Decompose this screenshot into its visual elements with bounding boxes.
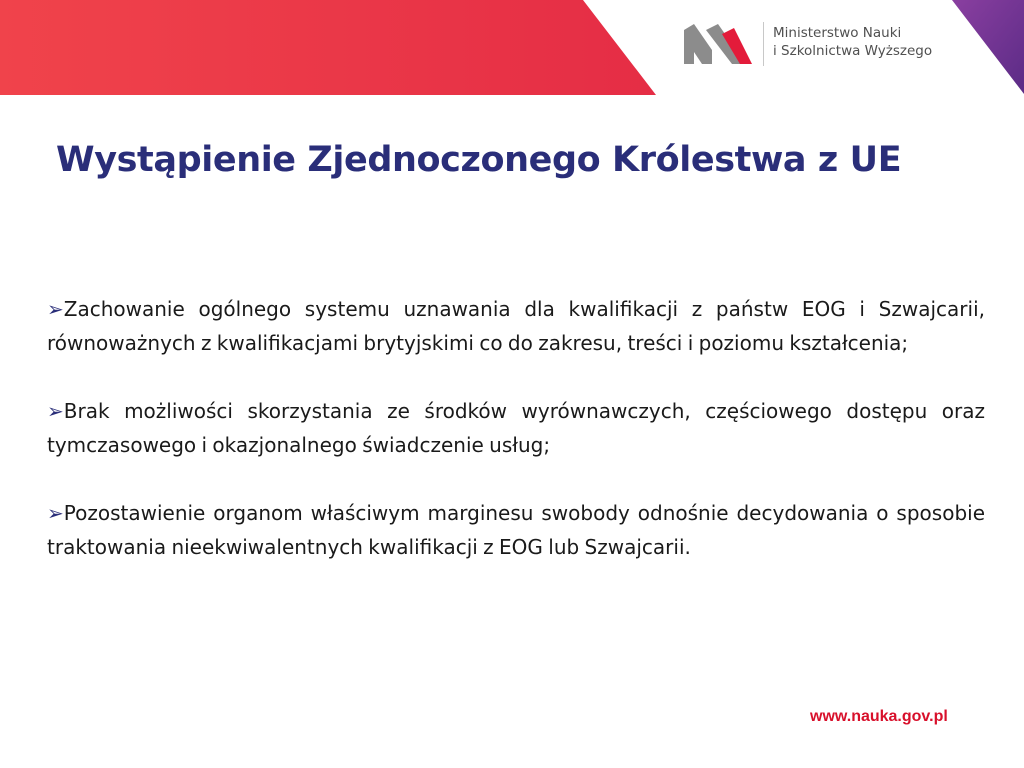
slide-title: Wystąpienie Zjednoczonego Królestwa z UE <box>56 140 902 180</box>
bullet-item <box>47 394 985 462</box>
bullet-text: Zachowanie ogólnego systemu uznawania dla kwalifikacji z państw EOG i Szwajcarii, równoważnych z kwalifikacjami brytyjskimi co do zakresu, treści i poziomu kształcenia; <box>47 297 985 355</box>
purple-corner <box>952 0 1024 94</box>
ministry-name-line2: i Szkolnictwa Wyższego <box>773 43 933 59</box>
ministry-logo <box>684 24 752 64</box>
logo-divider <box>763 22 764 66</box>
bullet-item <box>47 292 985 360</box>
bullet-item <box>47 496 985 564</box>
website-link[interactable]: www.nauka.gov.pl <box>810 708 948 725</box>
arrow-bullet-icon: ➢ <box>47 297 64 321</box>
ministry-name-line1: Ministerstwo Nauki <box>773 25 902 41</box>
bullet-text: Pozostawienie organom właściwym marginesu swobody odnośnie decydowania o sposobie traktowania nieekwiwalentnych kwalifikacji z EOG lub Szwajcarii. <box>47 501 985 559</box>
arrow-bullet-icon: ➢ <box>47 501 64 525</box>
ministry-name <box>773 24 932 60</box>
bullet-text: Brak możliwości skorzystania ze środków wyrównawczych, częściowego dostępu oraz tymczasowego i okazjonalnego świadczenie usług; <box>47 399 985 457</box>
red-banner <box>0 0 656 95</box>
arrow-bullet-icon: ➢ <box>47 399 64 423</box>
bullet-list <box>47 292 985 598</box>
